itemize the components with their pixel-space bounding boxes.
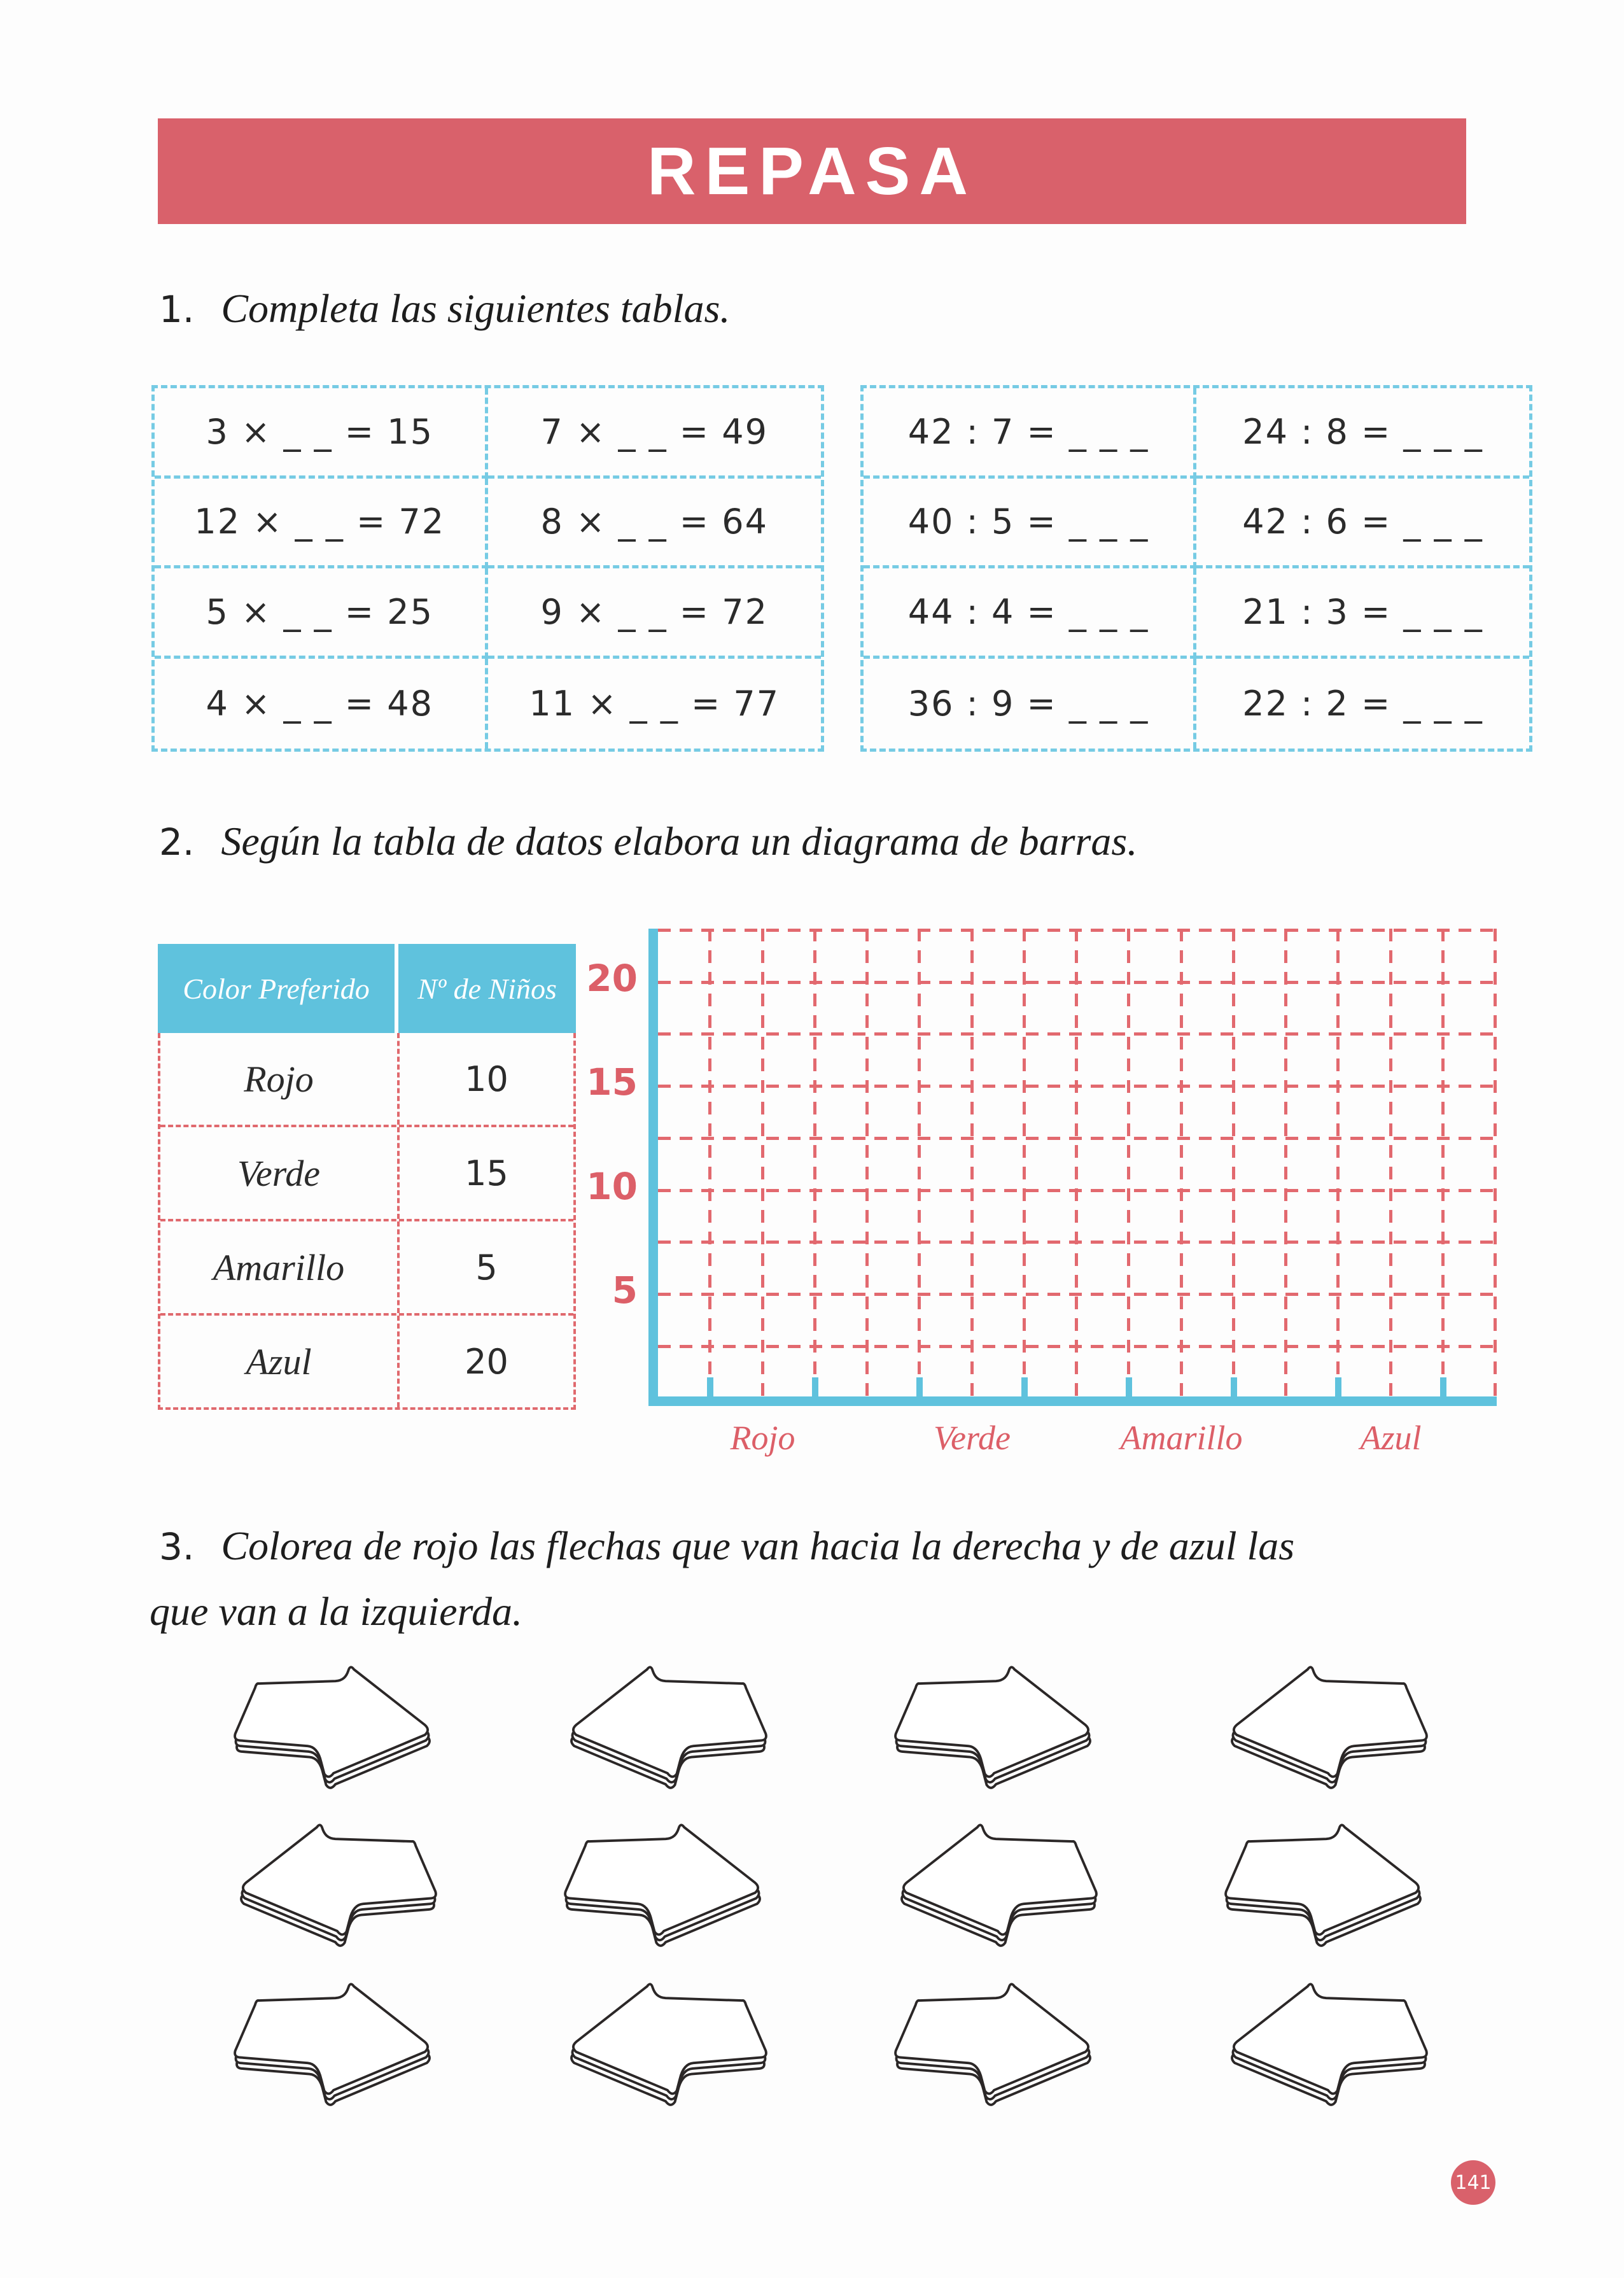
- ex1-problem-cell[interactable]: 24 : 8 = _ _ _: [1196, 388, 1529, 479]
- exercise3-heading: [159, 1522, 1294, 1570]
- arrow-right-icon: [561, 1820, 771, 1951]
- ex1-problem-cell[interactable]: 11 × _ _ = 77: [529, 683, 780, 724]
- gridline-v: [970, 929, 974, 1396]
- arrow-left-icon: [561, 1663, 771, 1794]
- exercise2-heading: [159, 818, 1137, 865]
- multiplication-table: [151, 385, 824, 752]
- data-table-row: [160, 1033, 573, 1125]
- x-axis-tick: [1440, 1377, 1446, 1396]
- ex1-problem-cell[interactable]: 5 × _ _ = 25: [155, 568, 488, 659]
- x-axis-category-label: Azul: [1360, 1419, 1422, 1457]
- gridline-v: [918, 929, 921, 1396]
- data-table-row: [160, 1313, 573, 1407]
- gridline-v: [1336, 929, 1340, 1396]
- ex1-problem-cell[interactable]: 9 × _ _ = 72: [488, 568, 822, 659]
- x-axis-tick: [1231, 1377, 1237, 1396]
- exercise2-number: 2.: [159, 820, 195, 864]
- arrow-left-icon: [1221, 1979, 1431, 2111]
- gridline-v: [1389, 929, 1392, 1396]
- data-table-body: [158, 1033, 576, 1410]
- x-axis-tick: [1021, 1377, 1028, 1396]
- exercise3-prompt-line2: que van a la izquierda.: [150, 1589, 522, 1634]
- data-table-header-row: [158, 944, 576, 1033]
- arrow-left-icon: [891, 1820, 1101, 1951]
- color-name-cell: Azul: [160, 1316, 400, 1407]
- exercise2-prompt: Según la tabla de datos elabora un diagrama de barras.: [221, 819, 1138, 864]
- ex1-problem-cell[interactable]: 22 : 2 = _ _ _: [1242, 683, 1483, 724]
- arrow-left[interactable]: [230, 1820, 440, 1951]
- arrow-right[interactable]: [230, 1979, 440, 2111]
- exercise1-prompt: Completa las siguientes tablas.: [221, 286, 731, 331]
- gridline-v: [1494, 929, 1497, 1396]
- count-cell: 5: [475, 1247, 498, 1288]
- color-data-table: [158, 944, 576, 1410]
- gridline-v: [1075, 929, 1078, 1396]
- y-axis-label: 15: [586, 1060, 638, 1104]
- count-cell: 10: [465, 1058, 508, 1099]
- arrow-right[interactable]: [891, 1979, 1101, 2111]
- gridline-v: [865, 929, 869, 1396]
- arrow-left[interactable]: [561, 1663, 771, 1794]
- exercise3-number: 3.: [159, 1525, 195, 1568]
- x-axis-category-label: Rojo: [730, 1419, 795, 1457]
- count-cell: 15: [465, 1153, 508, 1193]
- page-number: 141: [1455, 2171, 1492, 2194]
- arrow-right-icon: [230, 1663, 440, 1794]
- ex1-problem-cell[interactable]: 12 × _ _ = 72: [155, 479, 488, 569]
- x-axis-tick: [812, 1377, 818, 1396]
- chart-x-axis: [648, 1396, 1497, 1406]
- gridline-v: [1180, 929, 1183, 1396]
- color-name-cell: Rojo: [160, 1033, 400, 1125]
- arrow-right[interactable]: [891, 1663, 1101, 1794]
- ex1-problem-cell[interactable]: 21 : 3 = _ _ _: [1196, 568, 1529, 659]
- x-axis-tick: [916, 1377, 923, 1396]
- chart-plot-area[interactable]: [658, 929, 1495, 1396]
- gridline-v: [1232, 929, 1235, 1396]
- x-axis-category-label: Verde: [934, 1419, 1011, 1457]
- ex1-problem-cell[interactable]: 42 : 6 = _ _ _: [1196, 479, 1529, 569]
- x-axis-tick: [1335, 1377, 1341, 1396]
- data-table-row: [160, 1125, 573, 1219]
- ex1-problem-cell[interactable]: 8 × _ _ = 64: [488, 479, 822, 569]
- gridline-v: [761, 929, 764, 1396]
- gridline-v: [1023, 929, 1026, 1396]
- page-number-badge: [1451, 2160, 1495, 2205]
- arrow-right-icon: [891, 1979, 1101, 2111]
- x-axis-tick: [1126, 1377, 1132, 1396]
- arrow-left-icon: [561, 1979, 771, 2111]
- arrow-right-icon: [1221, 1820, 1431, 1951]
- arrow-left-icon: [230, 1820, 440, 1951]
- gridline-v: [1127, 929, 1130, 1396]
- header-color-preferido: Color Preferido: [158, 944, 398, 1033]
- arrow-right[interactable]: [230, 1663, 440, 1794]
- arrow-right[interactable]: [1221, 1820, 1431, 1951]
- chart-y-axis: [648, 929, 658, 1406]
- ex1-problem-cell[interactable]: 4 × _ _ = 48: [155, 659, 488, 749]
- data-table-row: [160, 1219, 573, 1313]
- gridline-v: [708, 929, 711, 1396]
- gridline-v: [1441, 929, 1445, 1396]
- arrow-left-icon: [1221, 1663, 1431, 1794]
- y-axis-label: 20: [586, 956, 638, 1000]
- gridline-v: [813, 929, 816, 1396]
- arrow-right-icon: [230, 1979, 440, 2111]
- count-cell: 20: [465, 1341, 508, 1382]
- gridline-v: [1284, 929, 1287, 1396]
- x-axis-category-label: Amarillo: [1120, 1419, 1243, 1457]
- arrow-right[interactable]: [561, 1820, 771, 1951]
- exercise3-prompt-line1: Colorea de rojo las flechas que van hacia la derecha y de azul las: [221, 1523, 1295, 1568]
- ex1-problem-cell[interactable]: 40 : 5 = _ _ _: [864, 479, 1196, 569]
- arrow-right-icon: [891, 1663, 1101, 1794]
- arrow-left[interactable]: [561, 1979, 771, 2111]
- page-title: REPASA: [647, 133, 977, 209]
- ex1-problem-cell[interactable]: 3 × _ _ = 15: [155, 388, 488, 479]
- arrow-left[interactable]: [1221, 1979, 1431, 2111]
- exercise3-heading-line2: [150, 1588, 522, 1635]
- header-band: [158, 118, 1466, 224]
- ex1-problem-cell[interactable]: 36 : 9 = _ _ _: [864, 659, 1196, 749]
- arrow-left[interactable]: [1221, 1663, 1431, 1794]
- color-name-cell: Verde: [160, 1127, 400, 1219]
- arrow-left[interactable]: [891, 1820, 1101, 1951]
- division-table: [860, 385, 1532, 752]
- ex1-problem-cell[interactable]: 44 : 4 = _ _ _: [864, 568, 1196, 659]
- x-axis-tick: [707, 1377, 713, 1396]
- exercise1-heading: [159, 285, 730, 332]
- y-axis-label: 10: [586, 1164, 638, 1208]
- ex1-problem-cell[interactable]: 42 : 7 = _ _ _: [864, 388, 1196, 479]
- ex1-problem-cell[interactable]: 7 × _ _ = 49: [488, 388, 822, 479]
- color-name-cell: Amarillo: [160, 1221, 400, 1313]
- header-numero-ninos: Nº de Niños: [417, 972, 557, 1005]
- y-axis-label: 5: [612, 1268, 638, 1312]
- exercise1-number: 1.: [159, 288, 195, 331]
